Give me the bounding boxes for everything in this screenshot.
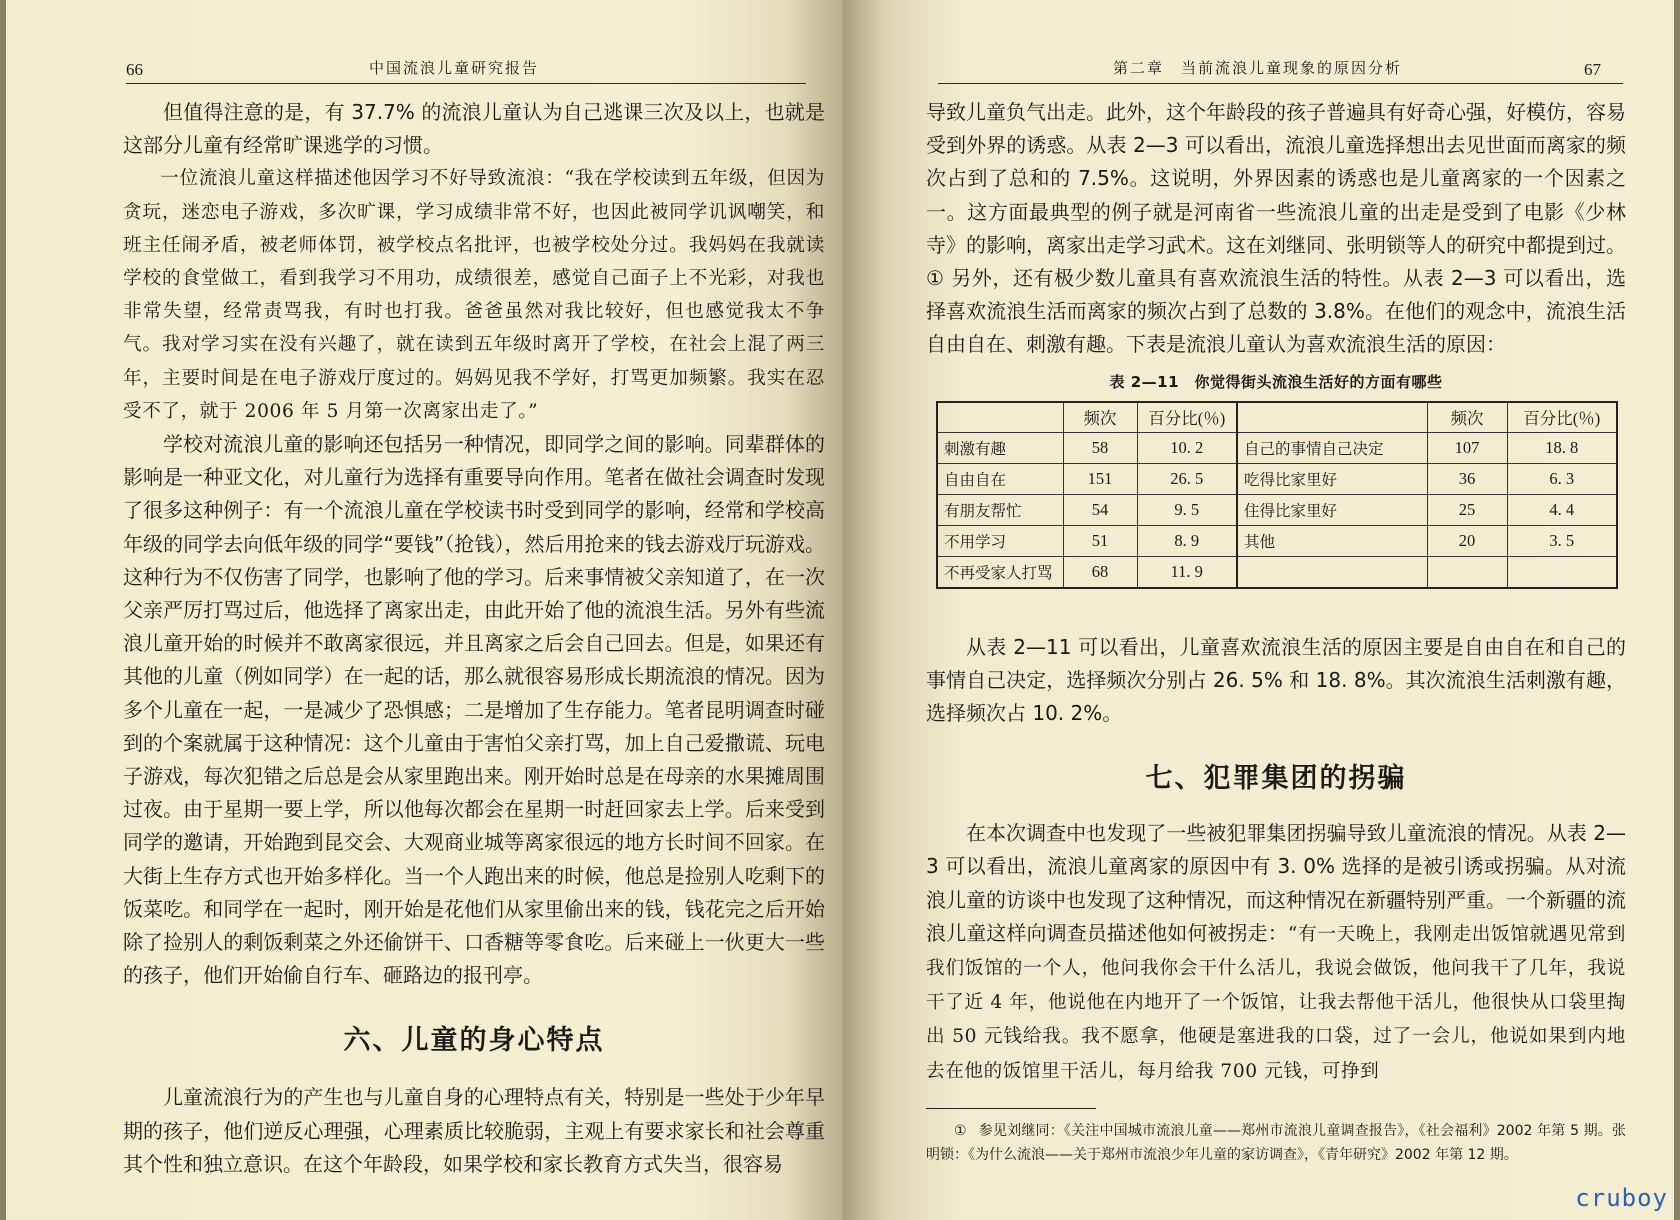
quote-paragraph: 一位流浪儿童这样描述他因学习不好导致流浪：“我在学校读到五年级，但因为贪玩，迷恋电子游戏，多次旷课，学习成绩非常不好，也因此被同学讥讽嘲笑，和班主任闹矛盾，被老师体罚，被学校点名批评，也被学校处分过。我妈妈在我就读学校的食堂做工，看到我学习不用功，成绩很差，感觉自己面子上不光彩，对我也非常失望，经常责骂我，有时也打我。爸爸虽然对我比较好，但也感觉我太不争气。我对学习实在没有兴趣了，就在读到五年级时离开了学校，在社会上混了两三年，主要时间是在电子游戏厅度过的。妈妈见我不学好，打骂更加频繁。我实在忍受不了，就于 2006 年 5 月第一次离家出走了。”	[123, 168, 825, 422]
table-cell: 51	[1063, 526, 1137, 557]
right-page	[843, 0, 1680, 1220]
table-header-cell: 百分比(％)	[1137, 402, 1237, 433]
watermark: cruboy	[1575, 1184, 1668, 1212]
table-cell: 107	[1427, 433, 1507, 464]
table-cell: 54	[1063, 495, 1137, 526]
table-cell	[1237, 557, 1427, 588]
right-running-head: 第二章 当前流浪儿童现象的原因分析	[1113, 59, 1403, 77]
table-header-cell: 频次	[1063, 402, 1137, 433]
table-cell: 4. 4	[1507, 495, 1617, 526]
right-page-number: 67	[1584, 60, 1601, 79]
table-cell: 68	[1063, 557, 1137, 588]
table-cell: 其他	[1237, 526, 1427, 557]
table-cell: 11. 9	[1137, 557, 1237, 588]
table-cell: 25	[1427, 495, 1507, 526]
table-cell	[1427, 557, 1507, 588]
table-cell: 58	[1063, 433, 1137, 464]
table-cell: 自由自在	[937, 464, 1063, 495]
table-cell: 不再受家人打骂	[937, 557, 1063, 588]
table-cell	[1507, 557, 1617, 588]
table-header-row	[937, 402, 1617, 433]
footnote-rule	[926, 1108, 1096, 1109]
right-page-body	[926, 96, 1626, 1167]
footnote-text: 参见刘继同：《关注中国城市流浪儿童——郑州市流浪儿童调查报告》，《社会福利》2002 年第 5 期。张明锁：《为什么流浪——关于郑州市流浪少年儿童的家访调查》，《青年研究》2002 年第 12 期。	[926, 1122, 1626, 1163]
table-cell: 26. 5	[1137, 464, 1237, 495]
left-page-header	[126, 54, 806, 84]
table-cell: 151	[1063, 464, 1137, 495]
table-cell: 10. 2	[1137, 433, 1237, 464]
table-header-cell: 百分比(％)	[1507, 402, 1617, 433]
table-cell: 吃得比家里好	[1237, 464, 1427, 495]
paragraph: 儿童流浪行为的产生也与儿童自身的心理特点有关，特别是一些处于少年早期的孩子，他们逆反心理强，心理素质比较脆弱，主观上有要求家长和社会尊重其个性和独立意识。在这个年龄段，如果学校和家长教育方式失当，很容易	[123, 1085, 825, 1176]
table-caption: 表 2—11 你觉得街头流浪生活好的方面有哪些	[1109, 372, 1443, 391]
table-header-cell	[1237, 402, 1427, 433]
section-title: 六、儿童的身心特点	[343, 1025, 605, 1057]
data-table	[936, 401, 1618, 589]
footnote	[926, 1119, 1626, 1167]
right-page-header	[938, 54, 1623, 84]
table-row	[937, 433, 1617, 464]
left-page-number: 66	[126, 60, 143, 79]
table-header-cell: 频次	[1427, 402, 1507, 433]
table-cell: 9. 5	[1137, 495, 1237, 526]
table-cell: 6. 3	[1507, 464, 1617, 495]
quote-text: “有一天晚上，我刚走出饭馆就遇见常到我们饭馆的一个人，他问我你会干什么活儿，我说会做饭，他问我干了几年，我说干了近 4 年，他说他在内地开了一个饭馆，让我去帮他干活儿，他很快从口袋里掏出 50 元钱给我。我不愿拿，他硬是塞进我的口袋，过了一会儿，他说如果到内地去在他的饭馆里干活儿，每月给我 700 元钱，可挣到	[926, 923, 1627, 1082]
table-cell: 18. 8	[1507, 433, 1617, 464]
left-page-body	[123, 96, 825, 1181]
table-cell: 36	[1427, 464, 1507, 495]
table-row	[937, 495, 1617, 526]
table-cell: 刺激有趣	[937, 433, 1063, 464]
section-title: 七、犯罪集团的拐骗	[1145, 763, 1407, 795]
table-row	[937, 557, 1617, 588]
paragraph-intro: 在本次调查中也发现了一些被犯罪集团拐骗导致儿童流浪的情况。从表 2—3 可以看出，流浪儿童离家的原因中有 3. 0% 选择的是被引诱或拐骗。从对流浪儿童的访谈中也发现了这种情况，而这种情况在新疆特别严重。一个新疆的流浪儿童这样向调查员描述他如何被拐走：	[926, 821, 1626, 945]
paragraph: 但值得注意的是，有 37.7% 的流浪儿童认为自己逃课三次及以上，也就是这部分儿童有经常旷课逃学的习惯。	[123, 100, 825, 158]
table-cell: 不用学习	[937, 526, 1063, 557]
table-cell: 8. 9	[1137, 526, 1237, 557]
footnote-mark: ①	[954, 1122, 967, 1139]
table-row	[937, 464, 1617, 495]
table-cell: 20	[1427, 526, 1507, 557]
paragraph: 导致儿童负气出走。此外，这个年龄段的孩子普遍具有好奇心强，好模仿，容易受到外界的诱惑。从表 2—3 可以看出，流浪儿童选择想出去见世面而离家的频次占到了总和的 7.5%。这说明，外界因素的诱惑也是儿童离家的一个因素之一。这方面最典型的例子就是河南省一些流浪儿童的出走是受到了电影《少林寺》的影响，离家出走学习武术。这在刘继同、张明锁等人的研究中都提到过。① 另外，还有极少数儿童具有喜欢流浪生活的特性。从表 2—3 可以看出，选择喜欢流浪生活而离家的频次占到了总数的 3.8%。在他们的观念中，流浪生活自由自在、刺激有趣。下表是流浪儿童认为喜欢流浪生活的原因：	[926, 100, 1626, 357]
paragraph: 从表 2—11 可以看出，儿童喜欢流浪生活的原因主要是自由自在和自己的事情自己决定，选择频次分别占 26. 5% 和 18. 8%。其次流浪生活刺激有趣，选择频次占 10. 2%。	[926, 634, 1626, 726]
paragraph: 学校对流浪儿童的影响还包括另一种情况，即同学之间的影响。同辈群体的影响是一种亚文化，对儿童行为选择有重要导向作用。笔者在做社会调查时发现了很多这种例子：有一个流浪儿童在学校读书时受到同学的影响，经常和学校高年级的同学去向低年级的同学“要钱”（抢钱），然后用抢来的钱去游戏厅玩游戏。这种行为不仅伤害了同学，也影响了他的学习。后来事情被父亲知道了，在一次父亲严厉打骂过后，他选择了离家出走，由此开始了他的流浪生活。另外有些流浪儿童开始的时候并不敢离家很远，并且离家之后会自己回去。但是，如果还有其他的儿童（例如同学）在一起的话，那么就很容易形成长期流浪的情况。因为多个儿童在一起，一是减少了恐惧感；二是增加了生存能力。笔者昆明调查时碰到的个案就属于这种情况：这个儿童由于害怕父亲打骂，加上自己爱撒谎、玩电子游戏，每次犯错之后总是会从家里跑出来。刚开始时总是在母亲的水果摊周围过夜。由于星期一要上学，所以他每次都会在星期一时赶回家去上学。后来受到同学的邀请，开始跑到昆交会、大观商业城等离家很远的地方长时间不回家。在大街上生存方式也开始多样化。当一个人跑出来的时候，他总是捡别人吃剩下的饭菜吃。和同学在一起时，刚开始是花他们从家里偷出来的钱，钱花完之后开始除了捡别人的剩饭剩菜之外还偷饼干、口香糖等零食吃。后来碰上一伙更大一些的孩子，他们开始偷自行车、砸路边的报刊亭。	[123, 432, 825, 988]
paragraph	[926, 817, 1626, 1088]
table-row	[937, 526, 1617, 557]
table-header-cell	[937, 402, 1063, 433]
table-cell: 3. 5	[1507, 526, 1617, 557]
table-cell: 住得比家里好	[1237, 495, 1427, 526]
left-running-head: 中国流浪儿童研究报告	[369, 59, 540, 77]
table-cell: 自己的事情自己决定	[1237, 433, 1427, 464]
table-cell: 有朋友帮忙	[937, 495, 1063, 526]
